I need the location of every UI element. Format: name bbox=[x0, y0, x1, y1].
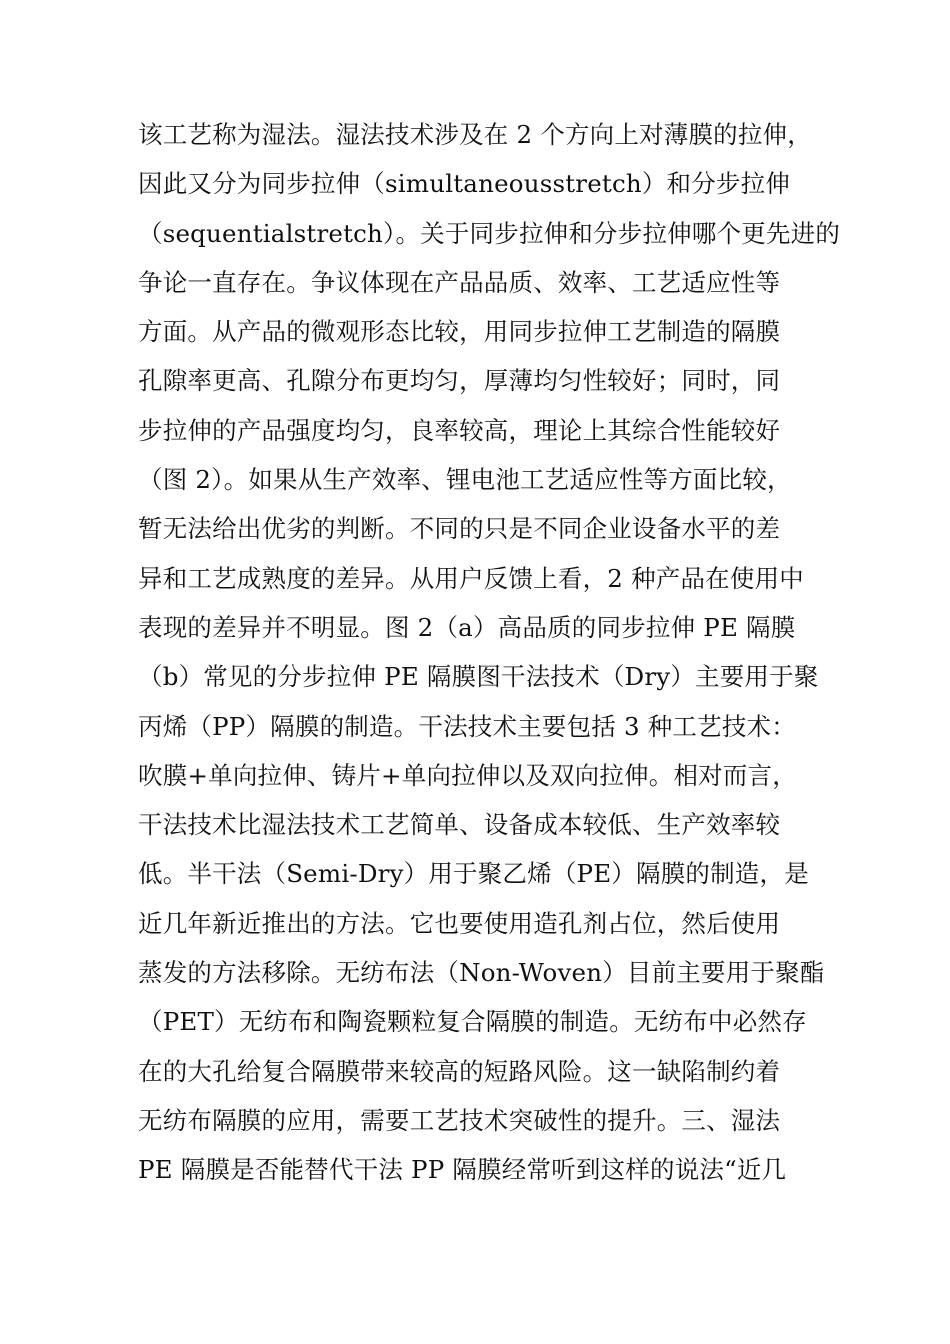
text-line: 蒸发的方法移除。无纺布法（Non-Woven）目前主要用于聚酯 bbox=[138, 958, 825, 988]
text-line: 异和工艺成熟度的差异。从用户反馈上看，2 种产品在使用中 bbox=[138, 563, 804, 593]
text-line: 因此又分为同步拉伸（simultaneousstretch）和分步拉伸 bbox=[138, 169, 791, 199]
text-line: 低。半干法（Semi-Dry）用于聚乙烯（PE）隔膜的制造，是 bbox=[138, 859, 809, 889]
text-line: 近几年新近推出的方法。它也要使用造孔剂占位，然后使用 bbox=[138, 908, 781, 938]
body-text bbox=[138, 110, 841, 1195]
text-line: 争论一直存在。争议体现在产品品质、效率、工艺适应性等 bbox=[138, 267, 781, 297]
text-line: 无纺布隔膜的应用，需要工艺技术突破性的提升。三、湿法 bbox=[138, 1105, 781, 1135]
text-line: 暂无法给出优劣的判断。不同的只是不同企业设备水平的差 bbox=[138, 514, 781, 544]
text-line: 孔隙率更高、孔隙分布更均匀，厚薄均匀性较好；同时，同 bbox=[138, 366, 781, 396]
text-line: 在的大孔给复合隔膜带来较高的短路风险。这一缺陷制约着 bbox=[138, 1056, 781, 1086]
text-line: （图 2）。如果从生产效率、锂电池工艺适应性等方面比较， bbox=[138, 465, 792, 495]
text-line: （b）常见的分步拉伸 PE 隔膜图干法技术（Dry）主要用于聚 bbox=[138, 662, 819, 692]
text-line: 吹膜+单向拉伸、铸片+单向拉伸以及双向拉伸。相对而言， bbox=[138, 760, 797, 790]
text-line: PE 隔膜是否能替代干法 PP 隔膜经常听到这样的说法“近几 bbox=[138, 1155, 787, 1185]
text-line: 步拉伸的产品强度均匀，良率较高，理论上其综合性能较好 bbox=[138, 415, 781, 445]
text-line: （PET）无纺布和陶瓷颗粒复合隔膜的制造。无纺布中必然存 bbox=[138, 1007, 807, 1037]
text-line: 丙烯（PP）隔膜的制造。干法技术主要包括 3 种工艺技术： bbox=[138, 711, 796, 741]
text-line: 该工艺称为湿法。湿法技术涉及在 2 个方向上对薄膜的拉伸， bbox=[138, 120, 812, 149]
text-line: 干法技术比湿法技术工艺简单、设备成本较低、生产效率较 bbox=[138, 810, 781, 840]
text-line: 表现的差异并不明显。图 2（a）高品质的同步拉伸 PE 隔膜 bbox=[138, 612, 796, 642]
text-line: （sequentialstretch）。关于同步拉伸和分步拉伸哪个更先进的 bbox=[138, 218, 841, 248]
text-line: 方面。从产品的微观形态比较，用同步拉伸工艺制造的隔膜 bbox=[138, 317, 781, 347]
